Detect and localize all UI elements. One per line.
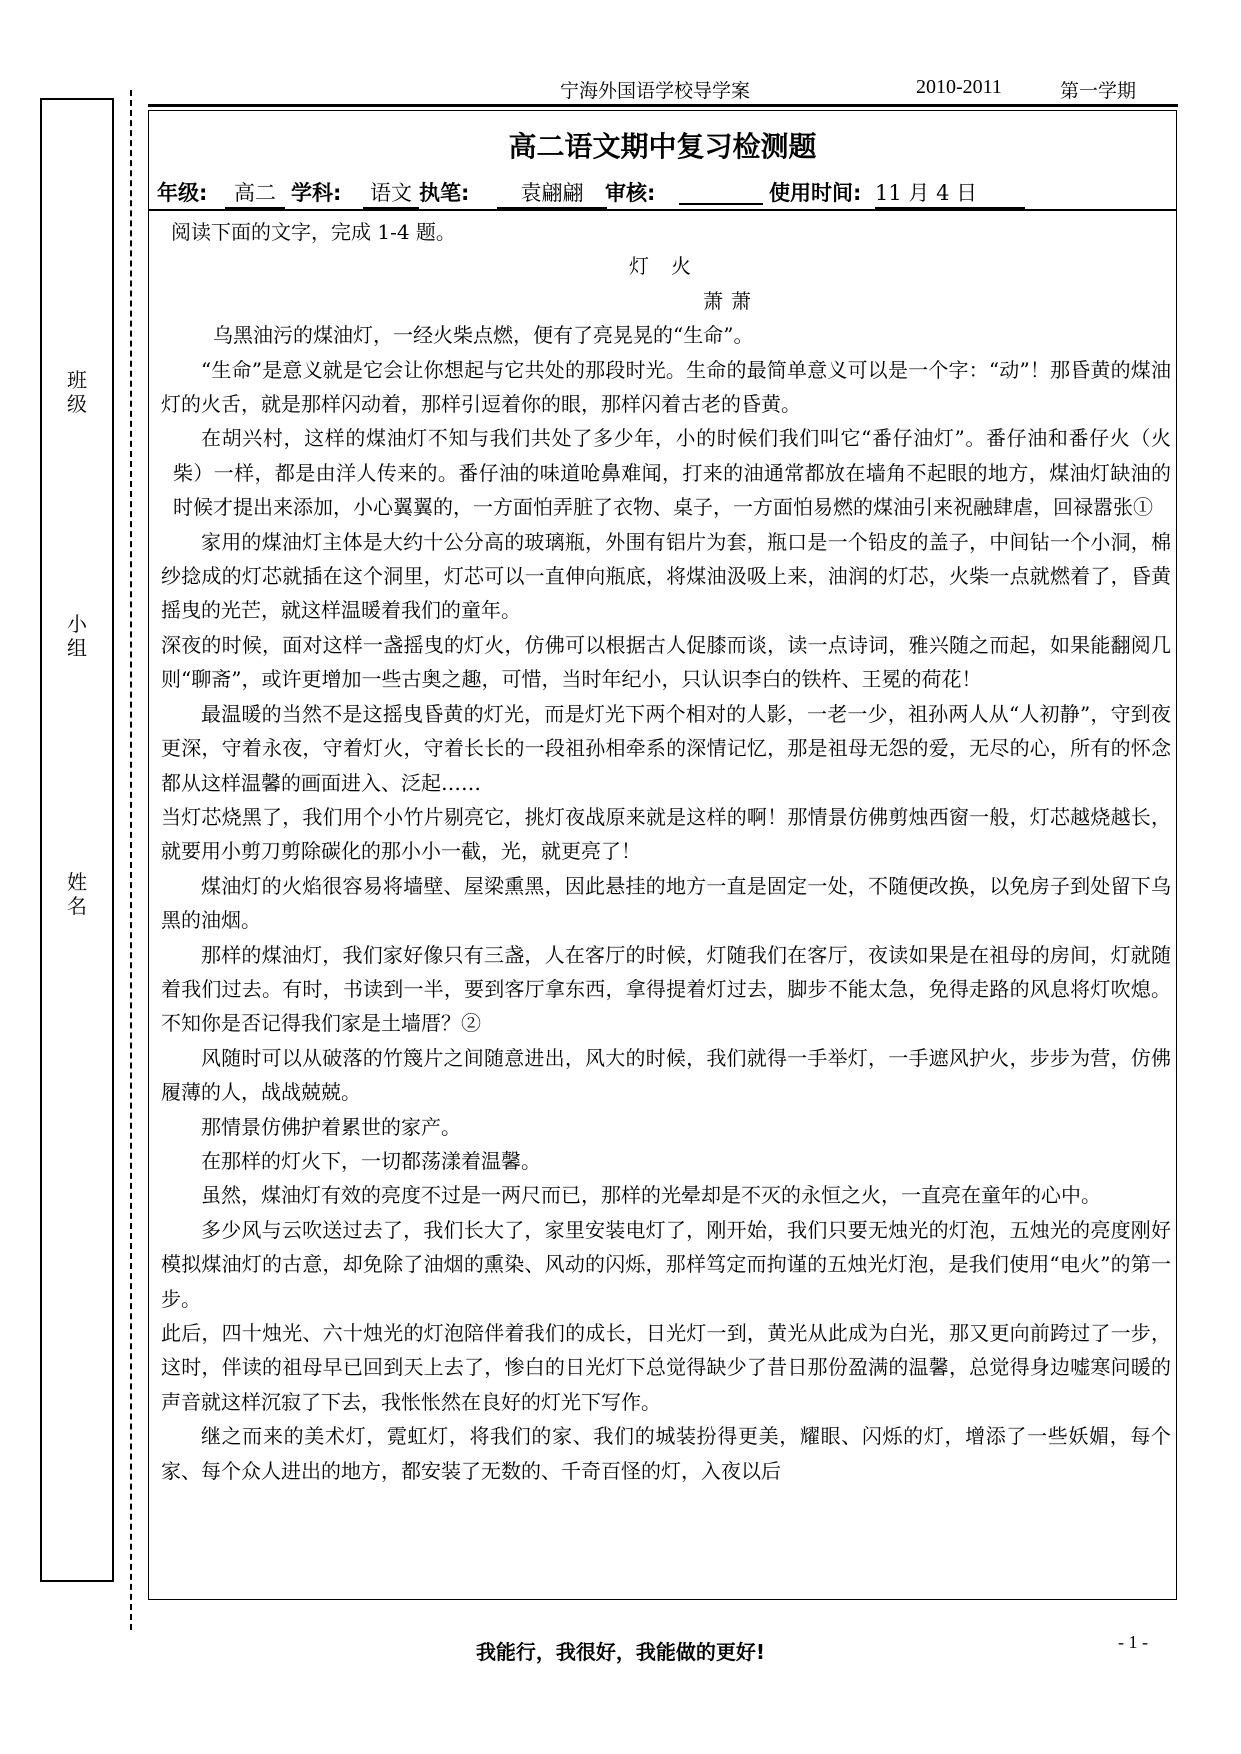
review-label: 审核:	[605, 181, 656, 205]
grade-label: 年级:	[157, 181, 208, 205]
subject-value: 语文	[363, 177, 419, 209]
paragraph: 在那样的灯火下，一切都荡漾着温馨。	[201, 1148, 541, 1173]
worksheet-box	[148, 110, 1177, 1600]
page-header	[560, 72, 1180, 106]
footer-motto: 我能行，我很好，我能做的更好!	[475, 1640, 766, 1664]
paragraph: 那情景仿佛护着累世的家产。	[201, 1114, 461, 1139]
grade-value: 高二	[225, 177, 285, 209]
paragraph: 乌黑油污的煤油灯，一经火柴点燃，便有了亮晃晃的“生命”。	[213, 323, 754, 348]
page-number: - 1 -	[1118, 1632, 1148, 1652]
school-year: 2010-2011	[916, 76, 1002, 98]
school-name: 宁海外国语学校导学案	[560, 80, 751, 102]
paragraph: 当灯芯烧黑了，我们用个小竹片剔亮它，挑灯夜战原来就是这样的啊！那情景仿佛剪烛西窗一般，灯芯越烧越长，就要用小剪刀剪除碳化的那小小一截，光，就更亮了！	[161, 804, 1171, 864]
class-label: 班 级	[67, 368, 87, 416]
paragraph: 风随时可以从破落的竹篾片之间随意进出，风大的时候，我们就得一手举灯，一手遮风护火，步步为营，仿佛履薄的人，战战兢兢。	[161, 1045, 1171, 1105]
paragraph: 此后，四十烛光、六十烛光的灯泡陪伴着我们的成长，日光灯一到，黄光从此成为白光，那又更向前跨过了一步，这时，伴读的祖母早已回到天上去了，惨白的日光灯下总觉得缺少了昔日那份盈满的温馨，总觉得身边嘘寒问暖的声音就这样沉寂了下去，我怅怅然在良好的灯光下写作。	[161, 1321, 1171, 1414]
paragraph: “生命”是意义就是它会让你想起与它共处的那段时光。生命的最简单意义可以是一个字：“动”！那昏黄的煤油灯的火舌，就是那样闪动着，那样引逗着你的眼，那样闪着古老的昏黄。	[161, 357, 1171, 417]
paragraph: 家用的煤油灯主体是大约十公分高的玻璃瓶，外围有铝片为套，瓶口是一个铅皮的盖子，中间钻一个小洞，棉纱捻成的灯芯就插在这个洞里，灯芯可以一直伸向瓶底，将煤油汲吸上来，油润的灯芯，火柴一点就燃着了，昏黄摇曳的光芒，就这样温暖着我们的童年。	[161, 529, 1171, 623]
time-label: 使用时间:	[769, 181, 862, 205]
time-value: 11 月 4 日	[875, 177, 1025, 209]
paragraph: 那样的煤油灯，我们家好像只有三盏，人在客厅的时候，灯随我们在客厅，夜读如果是在祖母的房间，灯就随着我们过去。有时，书读到一半，要到客厅拿东西，拿得提着灯过去，脚步不能太急，免得走路的风息将灯吹熄。不知你是否记得我们家是土墙厝？②	[161, 942, 1171, 1036]
paragraph: 继之而来的美术灯，霓虹灯，将我们的家、我们的城装扮得更美，耀眼、闪烁的灯，增添了一些妖媚，每个家、每个众人进出的地方，都安装了无数的、千奇百怪的灯，入夜以后	[161, 1424, 1171, 1483]
school-term: 第一学期	[1060, 80, 1137, 102]
header-rule	[148, 104, 1178, 107]
passage-author: 萧萧	[703, 288, 759, 313]
name-label: 姓 名	[67, 870, 87, 918]
reading-passage	[161, 215, 1171, 1488]
student-info-sidebar	[40, 98, 114, 1582]
instruction: 阅读下面的文字，完成 1-4 题。	[171, 220, 456, 244]
author-label: 执笔:	[419, 181, 470, 205]
paragraph: 在胡兴村，这样的煤油灯不知与我们共处了多少年，小的时候们我们叫它“番仔油灯”。番仔油和番仔火（火柴）一样，都是由洋人传来的。番仔油的味道呛鼻难闻，打来的油通常都放在墙角不起眼的地方，煤油灯缺油的时候才提出来添加，小心翼翼的，一方面怕弄脏了衣物、桌子，一方面怕易燃的煤油引来祝融肆虐，回禄嚣张①	[173, 426, 1171, 520]
author-value: 袁翩翩	[497, 177, 607, 209]
review-value	[679, 177, 763, 205]
paragraph: 煤油灯的火焰很容易将墙壁、屋梁熏黑，因此悬挂的地方一直是固定一处，不随便改换，以免房子到处留下乌黑的油烟。	[161, 873, 1171, 933]
paragraph: 最温暖的当然不是这摇曳昏黄的灯光，而是灯光下两个相对的人影，一老一少，祖孙两人从“人初静”，守到夜更深，守着永夜，守着灯火，守着长长的一段祖孙相牵系的深情记忆，那是祖母无怨的爱，无尽的心，所有的怀念都从这样温馨的画面进入、泛起……	[161, 701, 1171, 795]
cut-line	[130, 90, 132, 1630]
paragraph: 深夜的时候，面对这样一盏摇曳的灯火，仿佛可以根据古人促膝而谈，读一点诗词，雅兴随之而起，如果能翻阅几则“聊斋”，或许更增加一些古奥之趣，可惜，当时年纪小，只认识李白的铁杵、王冕的荷花！	[161, 632, 1171, 692]
paragraph: 虽然，煤油灯有效的亮度不过是一两尺而已，那样的光晕却是不灭的永恒之火，一直亮在童年的心中。	[201, 1183, 1101, 1208]
paragraph: 多少风与云吹送过去了，我们长大了，家里安装电灯了，刚开始，我们只要无烛光的灯泡，五烛光的亮度刚好模拟煤油灯的古意，却免除了油烟的熏染、风动的闪烁，那样笃定而拘谨的五烛光灯泡，是我们使用“电火”的第一步。	[161, 1217, 1171, 1311]
group-label: 小 组	[67, 612, 87, 660]
meta-row	[157, 177, 1167, 207]
meta-rule	[149, 209, 1176, 211]
doc-title: 高二语文期中复习检测题	[508, 130, 817, 163]
subject-label: 学科:	[291, 181, 342, 205]
passage-title: 灯火	[629, 254, 713, 279]
